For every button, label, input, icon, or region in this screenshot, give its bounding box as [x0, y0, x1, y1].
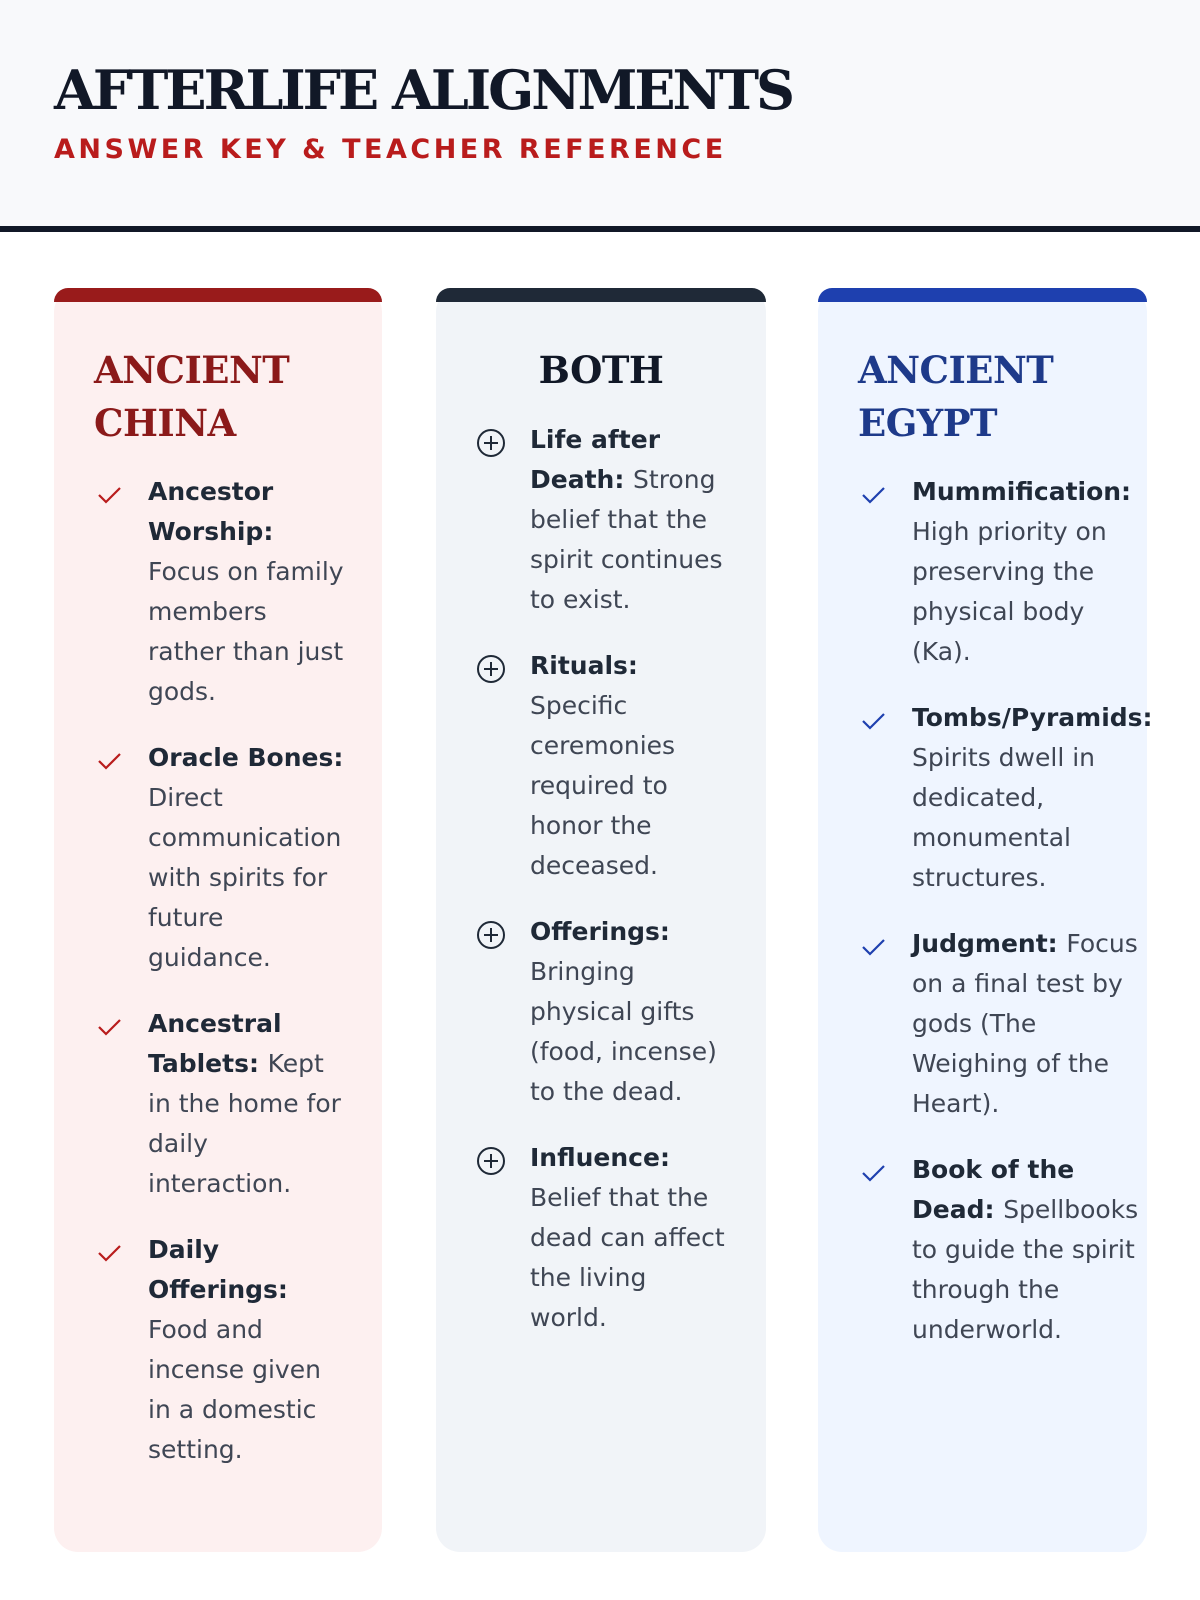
item-text: Belief that the dead can affect the living world.	[530, 1183, 725, 1332]
list-item	[94, 1230, 348, 1470]
item-label: Mummification:	[912, 477, 1132, 506]
check-icon	[94, 746, 124, 776]
list-item	[858, 698, 1153, 898]
item-text: Direct communication with spirits for future guidance.	[148, 783, 342, 972]
column-title: BOTH	[538, 348, 664, 392]
item-label: Rituals:	[530, 651, 638, 680]
list-item	[858, 924, 1144, 1124]
plus-circle-icon	[476, 920, 506, 950]
item-text: Spellbooks to guide the spirit through the underworld.	[912, 1195, 1139, 1344]
list-item	[858, 1150, 1144, 1350]
page-header	[0, 0, 1200, 232]
item-text: Bringing physical gifts (food, incense) to the dead.	[530, 957, 717, 1106]
item-label: Judgment:	[912, 929, 1067, 958]
item-text: Food and incense given in a domestic setting.	[148, 1315, 321, 1464]
check-icon	[94, 1238, 124, 1268]
list-item	[476, 646, 730, 886]
list-item	[94, 472, 348, 712]
item-text: Spirits dwell in dedicated, monumental structures.	[912, 743, 1096, 892]
item-label: Oracle Bones:	[148, 743, 344, 772]
check-icon	[858, 1158, 888, 1188]
item-label: Ancestral Tablets:	[148, 1009, 282, 1078]
page-title: AFTERLIFE ALIGNMENTS	[54, 58, 793, 122]
item-label: Ancestor Worship:	[148, 477, 274, 546]
item-text: Specific ceremonies required to honor the deceased.	[530, 691, 676, 880]
column-list	[476, 420, 736, 1364]
list-item	[858, 472, 1144, 672]
list-item	[476, 420, 730, 620]
check-icon	[858, 932, 888, 962]
item-text: High priority on preserving the physical body (Ka).	[912, 517, 1107, 666]
item-text: Focus on a final test by gods (The Weighing of the Heart).	[912, 929, 1138, 1118]
column-title: ANCIENT EGYPT	[858, 348, 1054, 445]
list-item	[476, 912, 730, 1112]
list-item	[476, 1138, 730, 1338]
column-both	[436, 288, 766, 1552]
check-icon	[858, 480, 888, 510]
item-label: Tombs/Pyramids:	[912, 703, 1153, 732]
item-text: Kept in the home for daily interaction.	[148, 1049, 341, 1198]
check-icon	[858, 706, 888, 736]
list-item	[94, 738, 348, 978]
item-label: Life after Death:	[530, 425, 661, 494]
item-label: Influence:	[530, 1143, 670, 1172]
item-text: Focus on family members rather than just gods.	[148, 557, 344, 706]
item-label: Offerings:	[530, 917, 670, 946]
plus-circle-icon	[476, 428, 506, 458]
column-list	[94, 472, 344, 1496]
plus-circle-icon	[476, 654, 506, 684]
plus-circle-icon	[476, 1146, 506, 1176]
page-subtitle: ANSWER KEY & TEACHER REFERENCE	[54, 134, 727, 165]
item-text: Strong belief that the spirit continues to exist.	[530, 465, 723, 614]
item-label: Daily Offerings:	[148, 1235, 288, 1304]
column-ancient-egypt	[818, 288, 1153, 1552]
column-ancient-china	[54, 288, 382, 1552]
check-icon	[94, 480, 124, 510]
check-icon	[94, 1012, 124, 1042]
item-label: Book of the Dead:	[912, 1155, 1075, 1224]
column-title: ANCIENT CHINA	[94, 348, 290, 445]
list-item	[94, 1004, 348, 1204]
column-list	[858, 472, 1153, 1376]
